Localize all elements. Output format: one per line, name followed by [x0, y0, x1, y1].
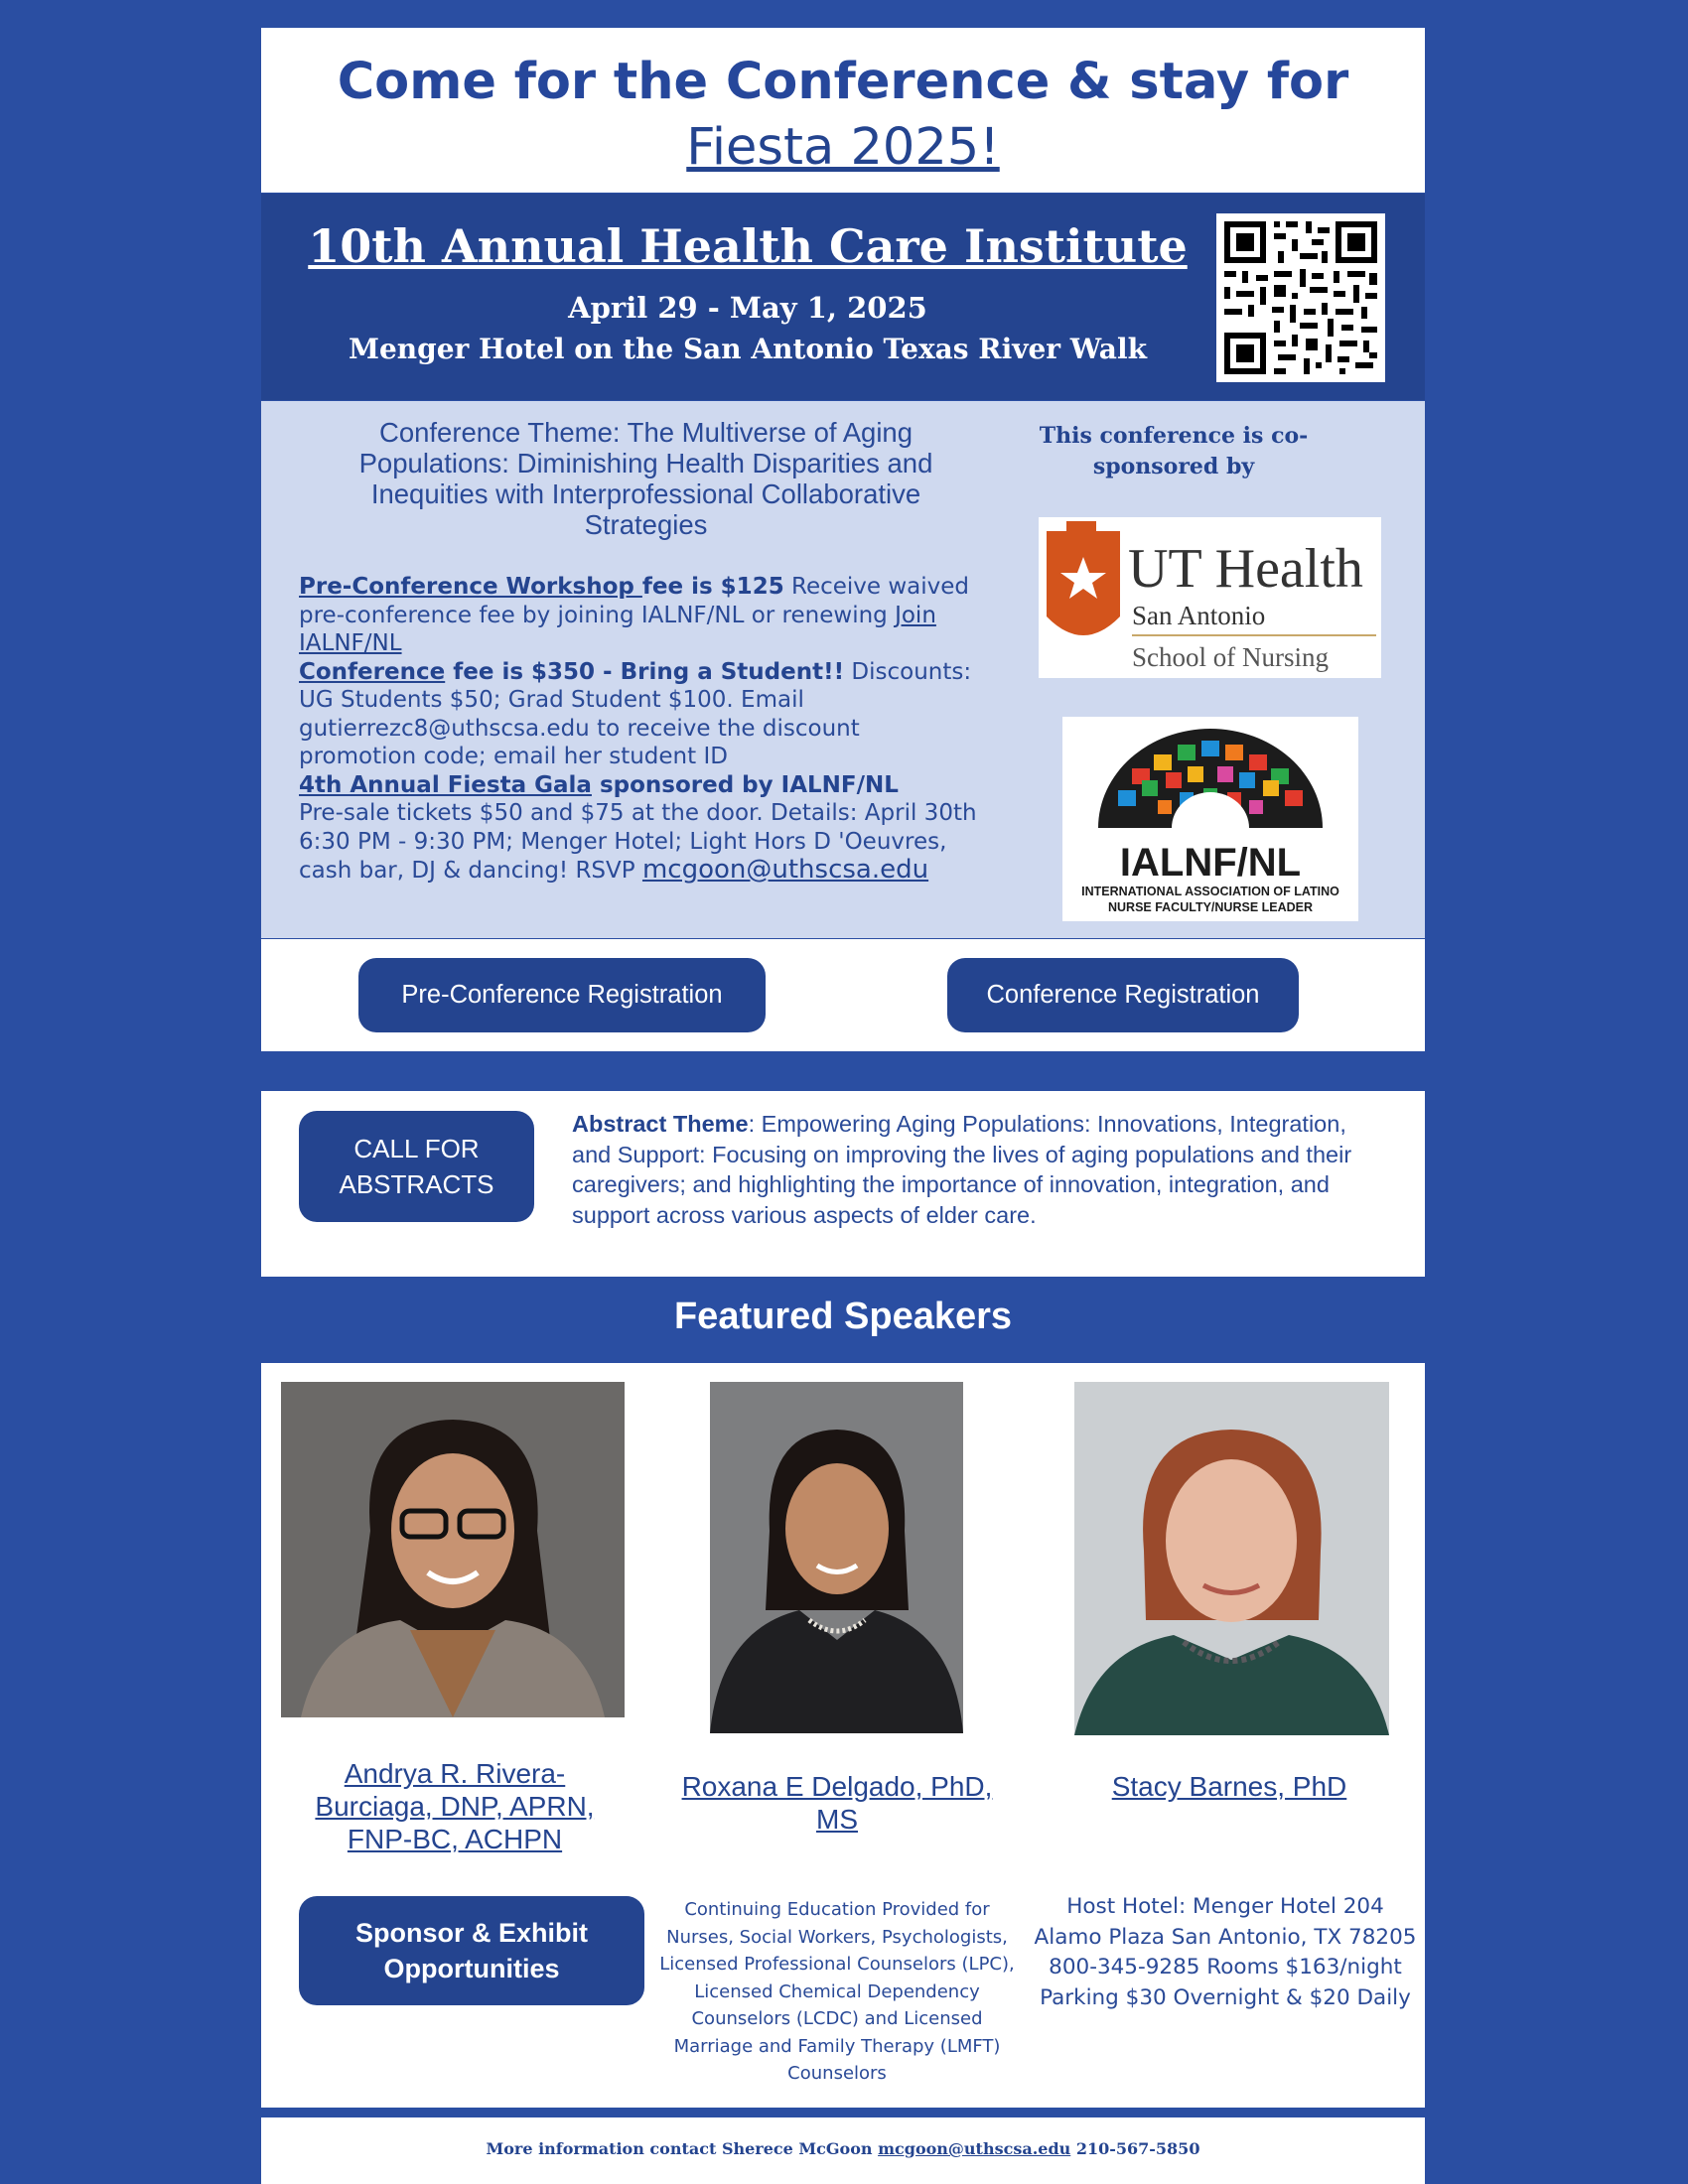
event-title-band — [261, 194, 1425, 400]
footer-phone: 210-567-5850 — [1070, 2139, 1200, 2158]
speakers-panel — [261, 1363, 1425, 2108]
speaker-photo-barnes — [1074, 1382, 1389, 1735]
fiesta-gala-link[interactable]: 4th Annual Fiesta Gala — [299, 771, 592, 798]
ialnf-nl-logo-subtitle-1: INTERNATIONAL ASSOCIATION OF LATINO — [1081, 885, 1339, 898]
gala-sponsor: sponsored by IALNF/NL — [591, 771, 899, 798]
ut-health-logo-line2: San Antonio — [1132, 601, 1266, 630]
join-ialnf-link[interactable]: Join IALNF/NL — [299, 602, 936, 656]
pre-conference-registration-button[interactable]: Pre-Conference Registration — [358, 958, 766, 1032]
footer — [261, 2117, 1425, 2184]
registration-row — [261, 939, 1425, 1051]
sponsor-exhibit-line1: Sponsor & Exhibit — [354, 1918, 588, 1948]
abstract-theme-text: : Empowering Aging Populations: Innovations, Integration, and Support: Focusing on improving the lives of aging populations and their caregivers; and highlighting the importance of innovation, integration, and support across various aspects of elder care. — [572, 1111, 1352, 1228]
preconference-workshop-link[interactable]: Pre-Conference Workshop — [299, 574, 642, 600]
conference-registration-button[interactable]: Conference Registration — [947, 958, 1299, 1032]
conference-discount-text: Discounts: UG Students $50; Grad Student $100. Email gutierrezc8@uthscsa.edu to receive the discount promotion code; email her student ID — [299, 658, 972, 769]
qr-code[interactable] — [1216, 213, 1385, 382]
call-for-abstracts-panel — [261, 1091, 1425, 1277]
rsvp-email-link[interactable]: mcgoon@uthscsa.edu — [641, 855, 929, 885]
call-for-abstracts-line2: ABSTRACTS — [339, 1169, 494, 1199]
speaker-name-barnes[interactable]: Stacy Barnes, PhD — [1111, 1771, 1347, 1802]
host-hotel-info — [1032, 1892, 1419, 2013]
speaker-photo-rivera — [281, 1382, 625, 1717]
speaker-photo-delgado — [710, 1382, 963, 1733]
abstract-theme — [572, 1109, 1376, 1230]
preconference-fee: fee is $125 — [641, 574, 784, 600]
conference-info-panel — [261, 401, 1425, 938]
headline — [261, 50, 1425, 181]
ialnf-nl-logo — [1062, 717, 1358, 921]
ut-health-logo-line1: UT Health — [1128, 538, 1363, 600]
gala-details: Pre-sale tickets $50 and $75 at the door. Details: April 30th 6:30 PM - 9:30 PM; Menger Hotel; Light Hors D 'Oeuvres, cash bar, DJ & dancing! RSVP — [299, 800, 977, 884]
fiesta-link[interactable]: Fiesta 2025! — [686, 118, 1000, 177]
host-hotel-address: Host Hotel: Menger Hotel 204 Alamo Plaza San Antonio, TX 78205 — [1034, 1894, 1417, 1950]
ialnf-nl-logo-subtitle-2: NURSE FACULTY/NURSE LEADER — [1107, 900, 1314, 914]
call-for-abstracts-button[interactable] — [299, 1111, 534, 1222]
conference-fee: fee is $350 - Bring a Student!! — [445, 658, 845, 685]
conference-link[interactable]: Conference — [299, 658, 446, 685]
featured-speakers-heading: Featured Speakers — [673, 1296, 1013, 1337]
speaker-name-rivera[interactable]: Andrya R. Rivera-Burciaga, DNP, APRN, FNP-BC, ACHPN — [315, 1758, 595, 1854]
header-banner — [261, 28, 1425, 193]
event-dates: April 29 - May 1, 2025 — [568, 291, 927, 325]
ut-health-logo — [1039, 517, 1381, 678]
headline-text: Come for the Conference & stay for — [337, 53, 1349, 111]
call-for-abstracts-line1: CALL FOR — [353, 1134, 480, 1163]
abstract-theme-label: Abstract Theme — [572, 1111, 749, 1137]
ut-health-logo-line3: School of Nursing — [1132, 642, 1329, 672]
sponsor-exhibit-button[interactable] — [299, 1896, 644, 2005]
footer-contact-text: More information contact Sherece McGoon — [486, 2139, 879, 2158]
preconference-text: Receive waived pre-conference fee by joining IALNF/NL or renewing — [299, 574, 970, 628]
speaker-name-delgado[interactable]: Roxana E Delgado, PhD, MS — [681, 1771, 993, 1835]
ialnf-nl-logo-name: IALNF/NL — [1119, 841, 1302, 885]
host-hotel-phone-rooms: 800-345-9285 Rooms $163/night — [1049, 1955, 1402, 1979]
footer-email-link[interactable]: mcgoon@uthscsa.edu — [878, 2139, 1071, 2158]
conference-details — [299, 573, 984, 886]
cosponsor-label: This conference is co-sponsored by — [1039, 423, 1309, 479]
sponsor-exhibit-line2: Opportunities — [383, 1954, 560, 1983]
host-hotel-parking: Parking $30 Overnight & $20 Daily — [1040, 1984, 1411, 2010]
continuing-education-text: Continuing Education Provided for Nurses, Social Workers, Psychologists, Licensed Professional Counselors (LPC), Licensed Chemical Dependency Counselors (LCDC) and Licensed Marriage and Family Therapy (LMFT) Counselors — [659, 1899, 1015, 2084]
event-title: 10th Annual Health Care Institute — [308, 219, 1188, 273]
conference-theme: Conference Theme: The Multiverse of Aging Populations: Diminishing Health Disparities and Inequities with Interprofessional Collaborative Strategies — [358, 417, 933, 540]
footer-contact — [261, 2139, 1425, 2158]
event-venue: Menger Hotel on the San Antonio Texas River Walk — [348, 333, 1147, 365]
